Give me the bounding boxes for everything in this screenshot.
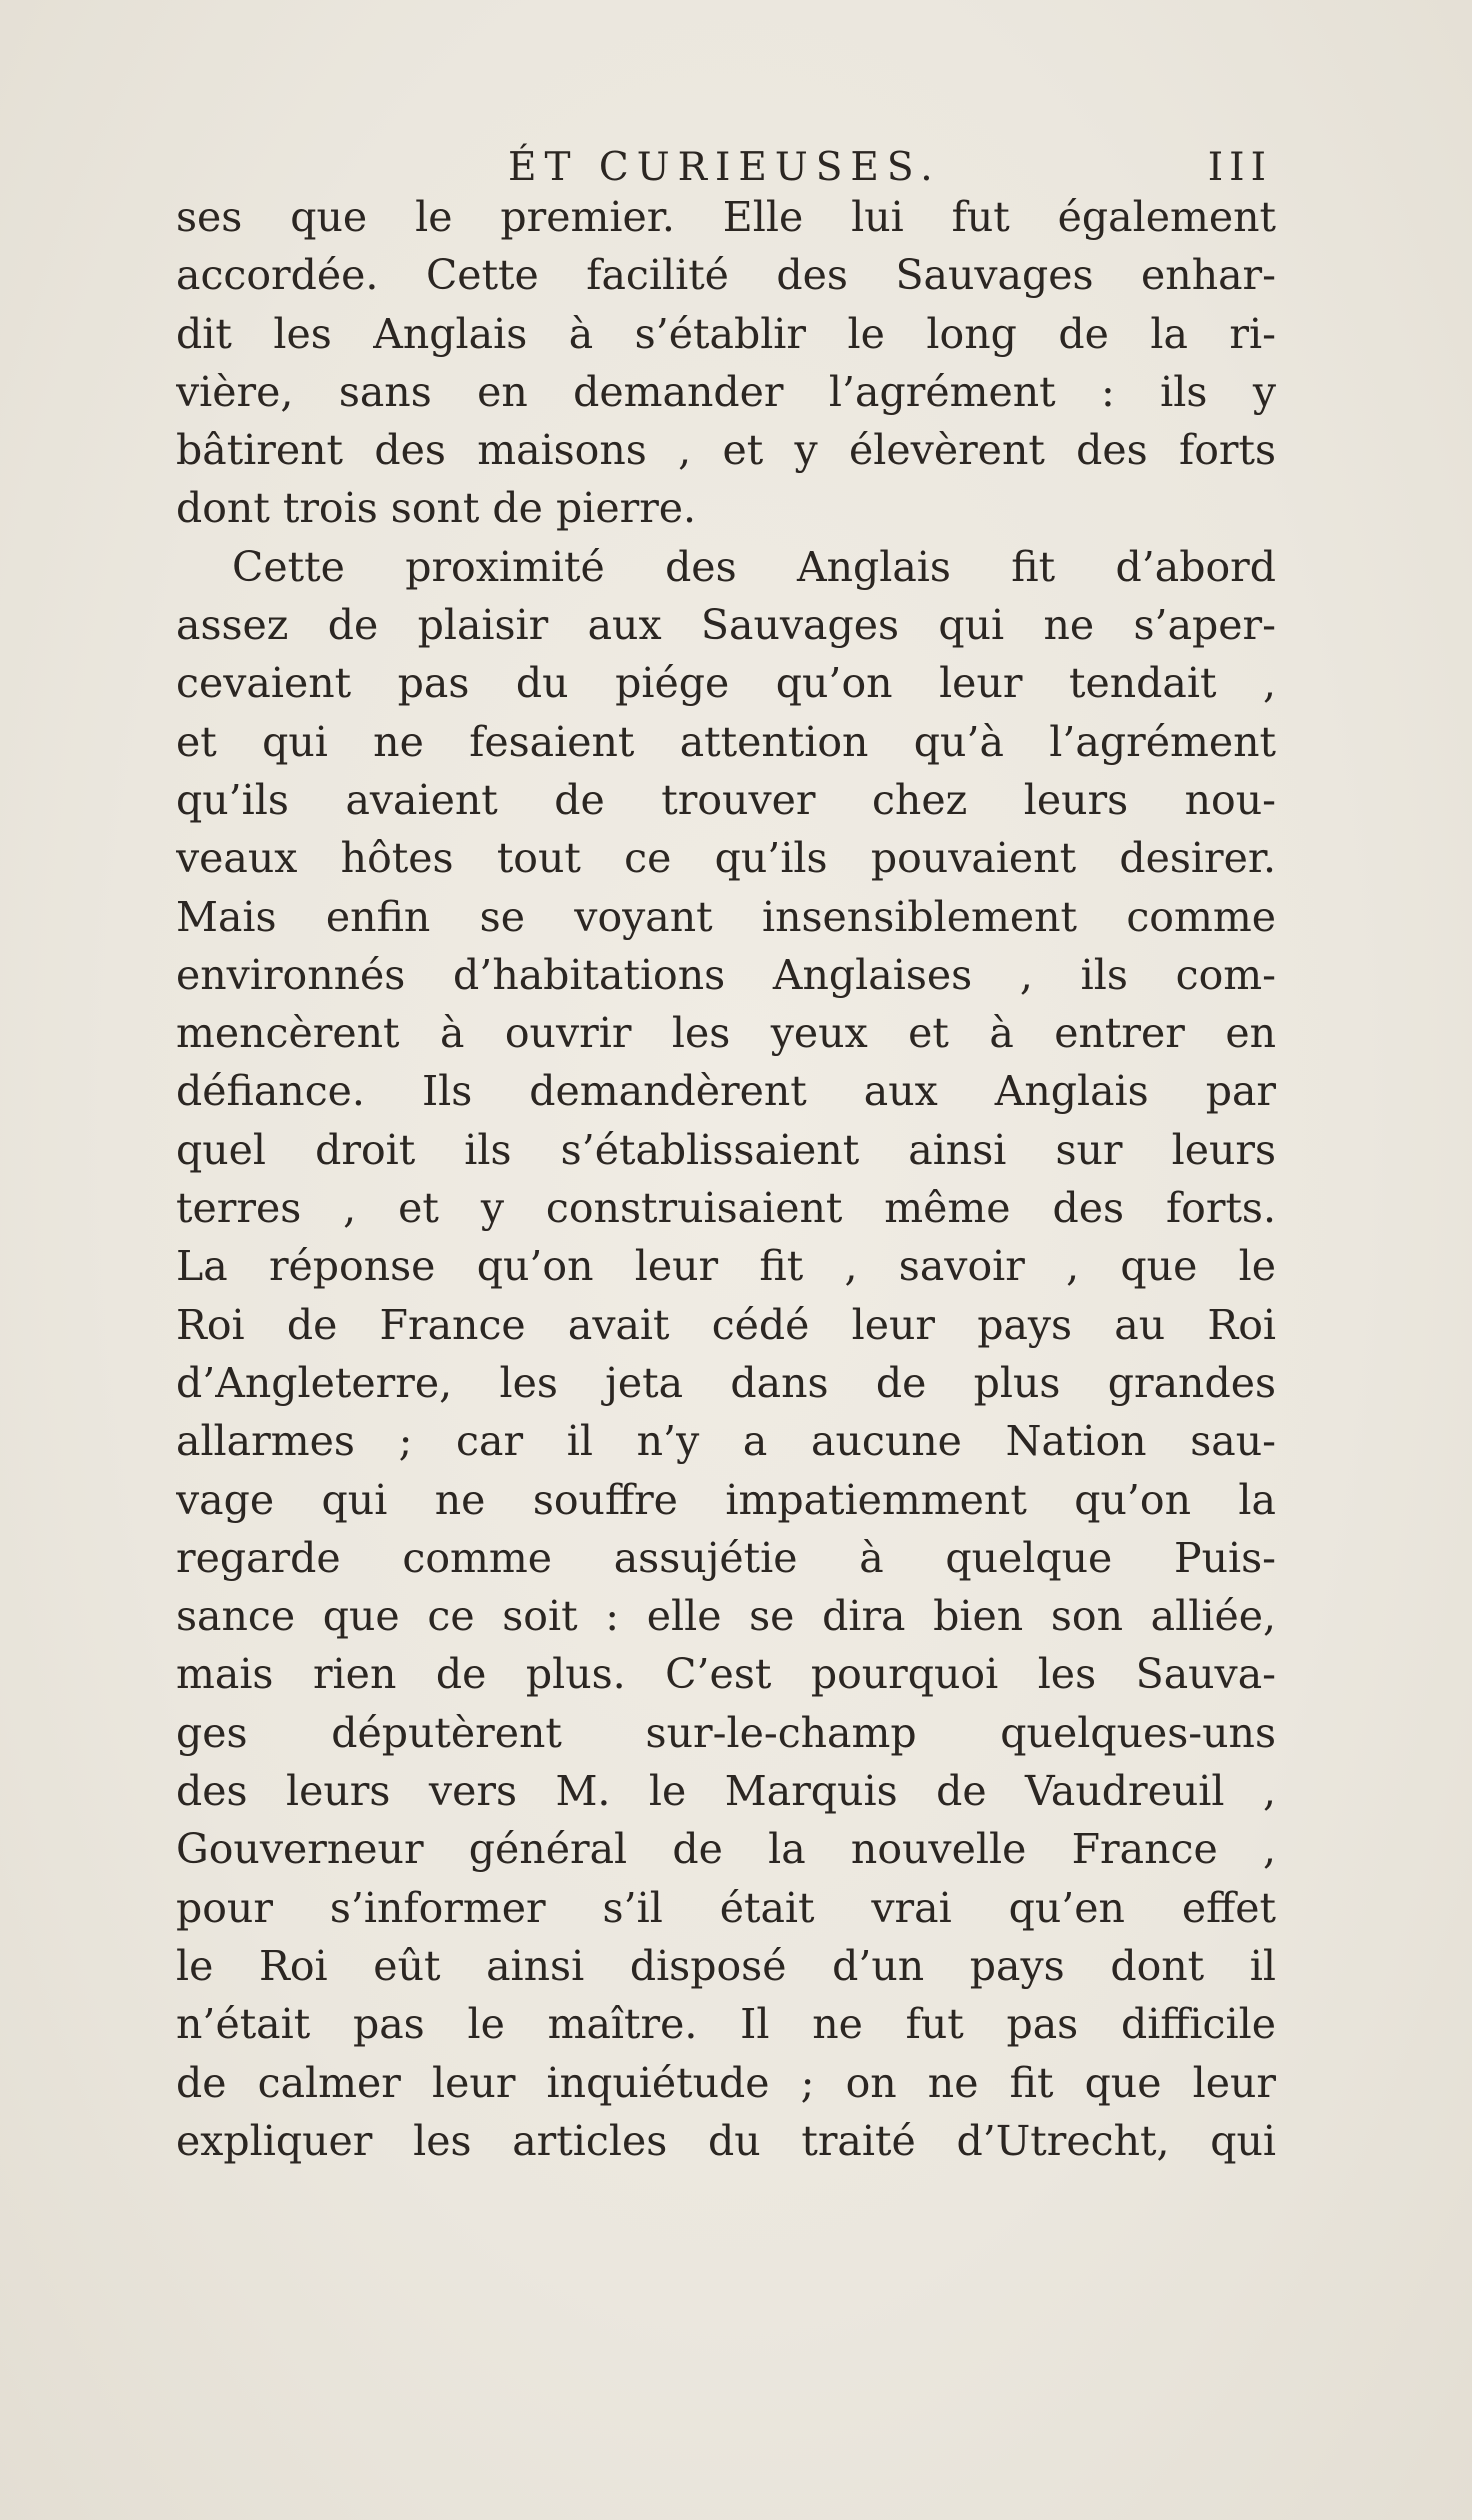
text-line: assez de plaisir aux Sauvages qui ne s’aper- <box>176 601 1276 650</box>
text-line: défiance. Ils demandèrent aux Anglais par <box>176 1067 1276 1116</box>
text-line: Roi de France avait cédé leur pays au Roi <box>176 1300 1276 1349</box>
text-line: dont trois sont de pierre. <box>176 484 697 533</box>
text-line: La réponse qu’on leur fit , savoir , que le <box>176 1242 1276 1291</box>
text-line: n’était pas le maître. Il ne fut pas difficile <box>176 2000 1276 2049</box>
body-text <box>176 188 1276 2170</box>
text-line: veaux hôtes tout ce qu’ils pouvaient desirer. <box>176 834 1276 883</box>
text-line: Gouverneur général de la nouvelle France , <box>176 1825 1276 1874</box>
text-line: pour s’informer s’il était vrai qu’en effet <box>176 1883 1276 1932</box>
text-line: le Roi eût ainsi disposé d’un pays dont il <box>176 1941 1276 1990</box>
text-line: quel droit ils s’établissaient ainsi sur leurs <box>176 1125 1276 1174</box>
text-line: allarmes ; car il n’y a aucune Nation sau- <box>176 1417 1276 1466</box>
text-line: bâtirent des maisons , et y élevèrent des forts <box>176 426 1276 475</box>
text-line: d’Angleterre, les jeta dans de plus grandes <box>176 1358 1276 1407</box>
text-line: terres , et y construisaient même des forts. <box>176 1184 1276 1233</box>
text-line: environnés d’habitations Anglaises , ils com- <box>176 950 1276 999</box>
text-line: regarde comme assujétie à quelque Puis- <box>176 1533 1276 1582</box>
text-line: et qui ne fesaient attention qu’à l’agrément <box>176 717 1276 766</box>
text-line: des leurs vers M. le Marquis de Vaudreuil , <box>176 1767 1276 1816</box>
text-line: mencèrent à ouvrir les yeux et à entrer en <box>176 1009 1276 1058</box>
text-line: Mais enfin se voyant insensiblement comme <box>176 892 1276 941</box>
text-line: expliquer les articles du traité d’Utrecht, qui <box>176 2116 1276 2165</box>
text-line: accordée. Cette facilité des Sauvages enhar- <box>176 251 1276 300</box>
text-line: qu’ils avaient de trouver chez leurs nou- <box>176 775 1276 824</box>
text-line: ses que le premier. Elle lui fut également <box>176 193 1276 241</box>
running-title: ÉT CURIEUSES. <box>508 145 941 190</box>
text-line: vage qui ne souffre impatiemment qu’on la <box>176 1475 1276 1524</box>
text-line: mais rien de plus. C’est pourquoi les Sauva- <box>176 1650 1276 1699</box>
text-line: dit les Anglais à s’établir le long de la ri- <box>176 309 1276 358</box>
page-number: III <box>1207 145 1272 190</box>
text-line: cevaient pas du piége qu’on leur tendait , <box>176 659 1276 708</box>
text-line: ges députèrent sur-le-champ quelques-uns <box>176 1708 1276 1757</box>
text-line: de calmer leur inquiétude ; on ne fit que leur <box>176 2058 1276 2107</box>
text-line: Cette proximité des Anglais fit d’abord <box>232 542 1276 591</box>
text-line: vière, sans en demander l’agrément : ils y <box>176 367 1276 416</box>
text-line: sance que ce soit : elle se dira bien son alliée, <box>176 1592 1276 1641</box>
